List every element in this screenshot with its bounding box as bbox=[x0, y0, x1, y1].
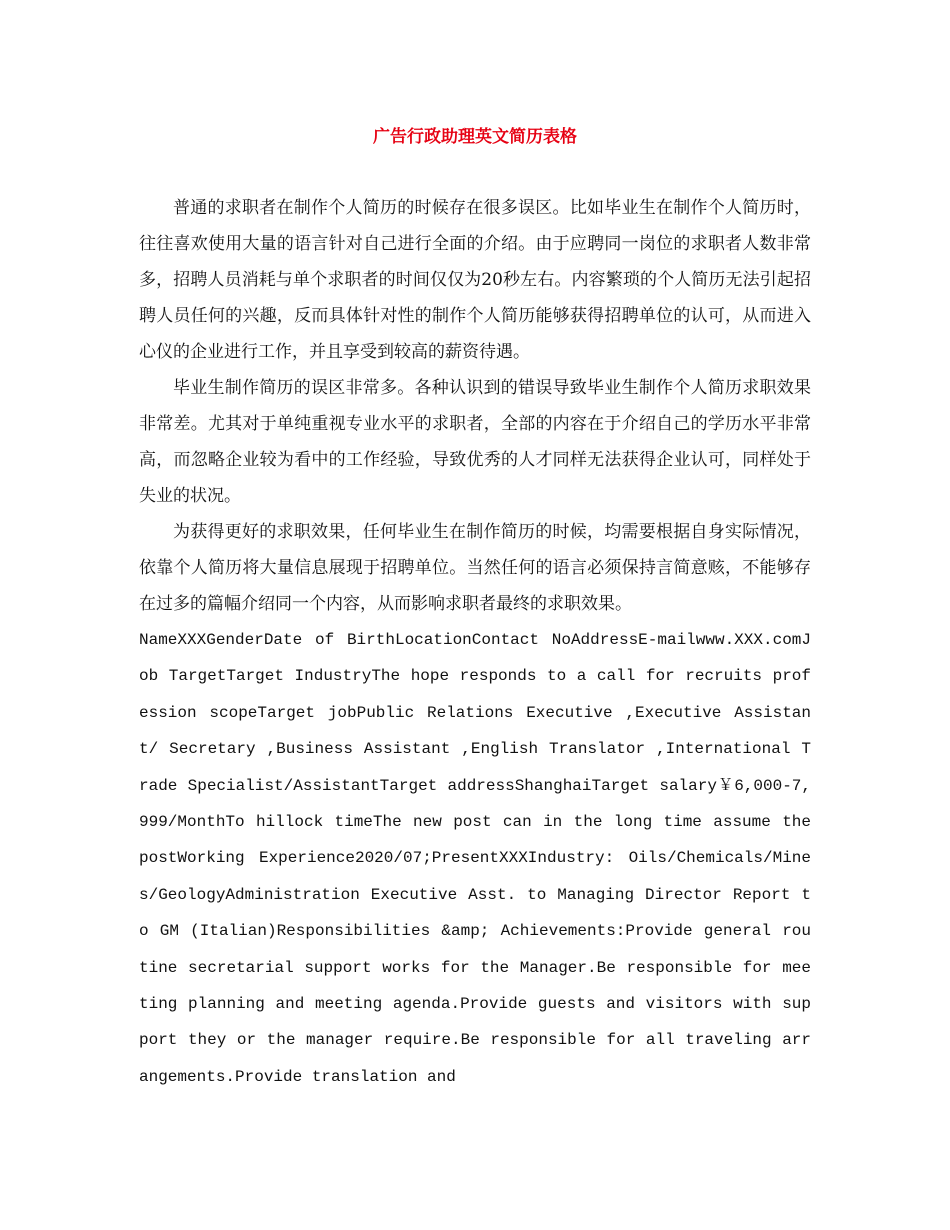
paragraph-3: 为获得更好的求职效果，任何毕业生在制作简历的时候，均需要根据自身实际情况，依靠个人简历将大量信息展现于招聘单位。当然任何的语言必须保持言简意赅，不能够存在过多的篇幅介绍同一个内容，从而影响求职者最终的求职效果。 bbox=[139, 522, 811, 614]
resume-text-block: NameXXXGenderDate of BirthLocationContact NoAddressE-mailwww.XXX.comJob TargetTarget IndustryThe hope responds to a call for recruits profession scopeTarget jobPublic Relations Executive ,Executive Assistant/ Secretary ,Business Assistant ,English Translator ,International Trade Specialist/AssistantTarget addressShanghaiTarget salary￥6,000-7,999/MonthTo hillock timeThe new post can in the long time assume the postWorking Experience2020/07;PresentXXXIndustry: Oils/Chemicals/Mines/GeologyAdministration Executive Asst. to Managing Director Report to GM (Italian)Responsibilities &amp; Achievements:Provide general routine secretarial support works for the Manager.Be responsible for meeting planning and meeting agenda.Provide guests and visitors with support they or the manager require.Be responsible for all traveling arrangements.Provide translation and bbox=[139, 631, 811, 1086]
paragraph-1: 普通的求职者在制作个人简历的时候存在很多误区。比如毕业生在制作个人简历时，往往喜欢使用大量的语言针对自己进行全面的介绍。由于应聘同一岗位的求职者人数非常多，招聘人员消耗与单个求职者的时间仅仅为20秒左右。内容繁琐的个人简历无法引起招聘人员任何的兴趣，反而具体针对性的制作个人简历能够获得招聘单位的认可，从而进入心仪的企业进行工作，并且享受到较高的薪资待遇。 bbox=[139, 198, 811, 362]
paragraph-2: 毕业生制作简历的误区非常多。各种认识到的错误导致毕业生制作个人简历求职效果非常差。尤其对于单纯重视专业水平的求职者，全部的内容在于介绍自己的学历水平非常高，而忽略企业较为看中的工作经验，导致优秀的人才同样无法获得企业认可，同样处于失业的状况。 bbox=[139, 378, 811, 506]
document-title: 广告行政助理英文简历表格 bbox=[373, 127, 577, 147]
document-body bbox=[139, 190, 811, 1095]
